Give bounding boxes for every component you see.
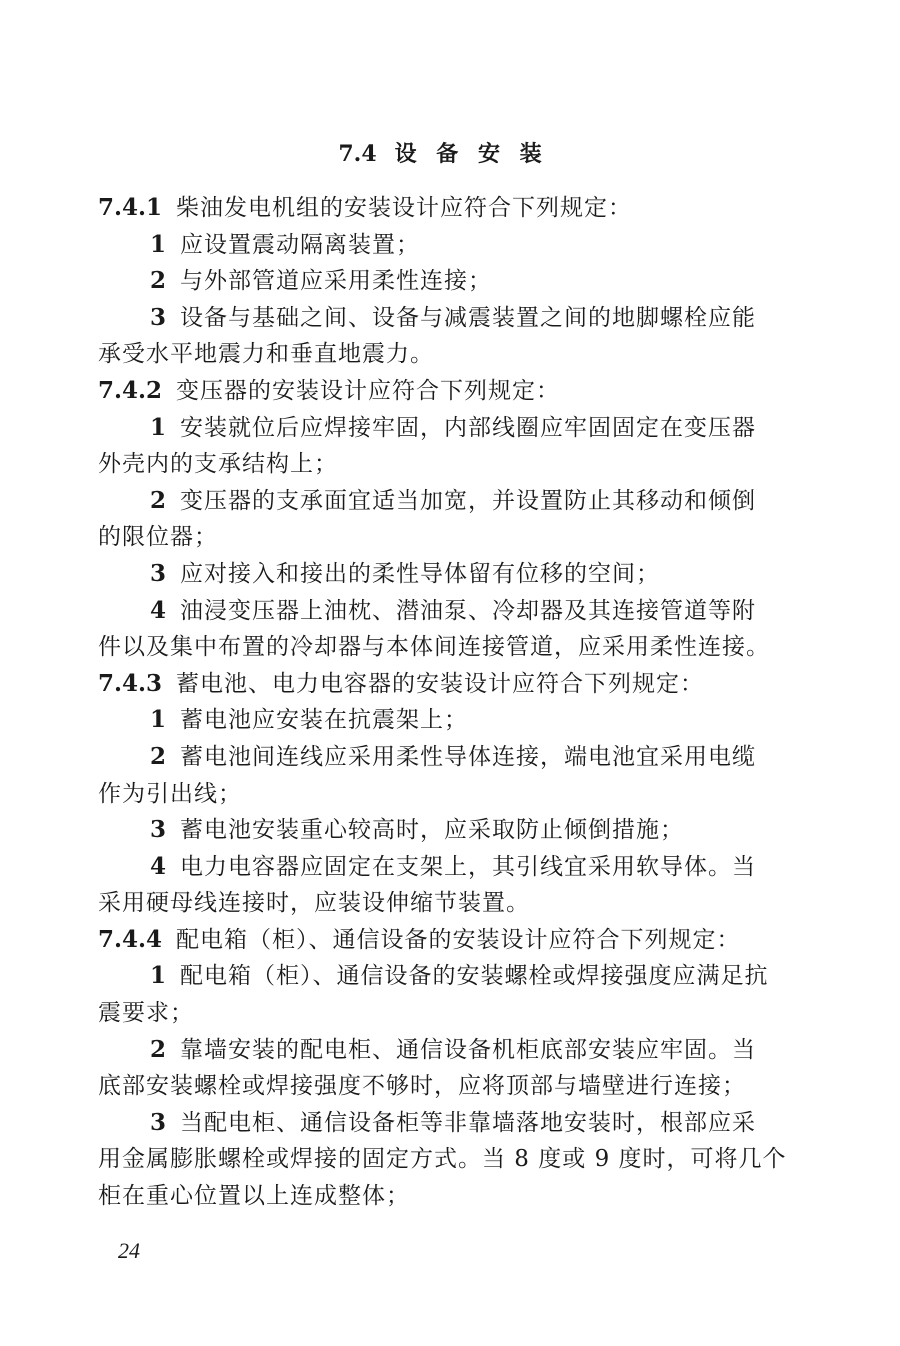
item-text: 安装就位后应焊接牢固，内部线圈应牢固固定在变压器 bbox=[180, 414, 757, 441]
clause-number: 7.4.3 bbox=[98, 669, 163, 697]
item-text: 震要求； bbox=[98, 1000, 194, 1027]
clause-text: 配电箱（柜）、通信设备的安装设计应符合下列规定： bbox=[176, 926, 741, 953]
clause-text: 柴油发电机组的安装设计应符合下列规定： bbox=[176, 195, 633, 221]
item-text: 用金属膨胀螺栓或焊接的固定方式。当 8 度或 9 度时，可将几个 bbox=[98, 1146, 787, 1173]
item-number: 2 bbox=[150, 486, 167, 514]
item-number: 2 bbox=[150, 267, 167, 295]
item-first-line bbox=[98, 702, 788, 739]
section-number: 7.4 bbox=[338, 141, 377, 167]
section-title bbox=[98, 132, 788, 176]
item-number: 1 bbox=[150, 962, 167, 990]
item-text: 应对接入和接出的柔性导体留有位移的空间； bbox=[180, 560, 661, 587]
item-continuation-line bbox=[98, 446, 788, 483]
item-continuation-line bbox=[98, 885, 788, 922]
item-text: 应设置震动隔离装置； bbox=[180, 231, 421, 258]
item-first-line bbox=[98, 812, 788, 849]
clause-number: 7.4.4 bbox=[98, 925, 163, 953]
item-continuation-line bbox=[98, 629, 788, 666]
clause-heading bbox=[98, 190, 788, 227]
clause-number: 7.4.2 bbox=[98, 376, 163, 404]
item-text: 与外部管道应采用柔性连接； bbox=[180, 268, 493, 295]
item-text: 配电箱（柜）、通信设备的安装螺栓或焊接强度应满足抗 bbox=[180, 963, 769, 990]
item-text: 的限位器； bbox=[98, 524, 218, 551]
item-text: 采用硬母线连接时，应装设伸缩节装置。 bbox=[98, 890, 530, 917]
clause-number: 7.4.1 bbox=[98, 194, 163, 221]
item-continuation-line bbox=[98, 995, 788, 1032]
item-text: 变压器的支承面宜适当加宽，并设置防止其移动和倾倒 bbox=[180, 487, 757, 514]
item-continuation-line bbox=[98, 776, 788, 813]
item-text: 蓄电池应安装在抗震架上； bbox=[180, 707, 469, 734]
item-number: 1 bbox=[150, 413, 167, 441]
item-number: 1 bbox=[150, 230, 167, 258]
clause-text: 蓄电池、电力电容器的安装设计应符合下列规定： bbox=[176, 670, 705, 697]
item-number: 4 bbox=[150, 852, 167, 880]
item-continuation-line bbox=[98, 519, 788, 556]
item-number: 3 bbox=[150, 816, 167, 844]
item-text: 蓄电池间连线应采用柔性导体连接，端电池宜采用电缆 bbox=[180, 743, 757, 770]
item-first-line bbox=[98, 410, 788, 447]
item-text: 设备与基础之间、设备与减震装置之间的地脚螺栓应能 bbox=[180, 304, 757, 331]
item-text: 当配电柜、通信设备柜等非靠墙落地安装时，根部应采 bbox=[180, 1109, 757, 1136]
item-text: 底部安装螺栓或焊接强度不够时，应将顶部与墙壁进行连接； bbox=[98, 1073, 746, 1100]
item-first-line bbox=[98, 483, 788, 520]
item-number: 3 bbox=[150, 559, 167, 587]
item-number: 4 bbox=[150, 596, 167, 624]
item-first-line bbox=[98, 849, 788, 886]
item-first-line bbox=[98, 556, 788, 593]
section-title-text: 设 备 安 装 bbox=[394, 141, 548, 167]
item-first-line bbox=[98, 739, 788, 776]
document-page bbox=[98, 132, 788, 1215]
item-first-line bbox=[98, 1105, 788, 1142]
item-text: 作为引出线； bbox=[98, 780, 242, 807]
clause-heading bbox=[98, 666, 788, 703]
item-continuation-line bbox=[98, 336, 788, 373]
clause-heading bbox=[98, 373, 788, 410]
item-first-line bbox=[98, 300, 788, 337]
item-text: 电力电容器应固定在支架上，其引线宜采用软导体。当 bbox=[180, 853, 757, 880]
item-text: 件以及集中布置的冷却器与本体间连接管道，应采用柔性连接。 bbox=[98, 634, 770, 661]
item-first-line bbox=[98, 593, 788, 630]
item-first-line bbox=[98, 263, 788, 300]
clause-text: 变压器的安装设计应符合下列规定： bbox=[176, 377, 561, 404]
item-continuation-line bbox=[98, 1141, 788, 1178]
item-text: 承受水平地震力和垂直地震力。 bbox=[98, 341, 434, 368]
item-continuation-line bbox=[98, 1178, 788, 1215]
item-first-line bbox=[98, 1032, 788, 1069]
clause-list bbox=[98, 190, 788, 1215]
item-text: 外壳内的支承结构上； bbox=[98, 451, 338, 478]
item-first-line bbox=[98, 227, 788, 264]
item-text: 柜在重心位置以上连成整体； bbox=[98, 1183, 410, 1210]
item-number: 3 bbox=[150, 303, 167, 331]
item-number: 1 bbox=[150, 706, 167, 734]
item-text: 靠墙安装的配电柜、通信设备机柜底部安装应牢固。当 bbox=[180, 1036, 757, 1063]
item-number: 2 bbox=[150, 742, 167, 770]
item-continuation-line bbox=[98, 1068, 788, 1105]
item-text: 油浸变压器上油枕、潜油泵、冷却器及其连接管道等附 bbox=[180, 597, 757, 624]
item-text: 蓄电池安装重心较高时，应采取防止倾倒措施； bbox=[180, 817, 685, 844]
item-number: 2 bbox=[150, 1035, 167, 1063]
item-first-line bbox=[98, 958, 788, 995]
page-number: 24 bbox=[118, 1238, 140, 1263]
clause-heading bbox=[98, 922, 788, 959]
item-number: 3 bbox=[150, 1108, 167, 1136]
